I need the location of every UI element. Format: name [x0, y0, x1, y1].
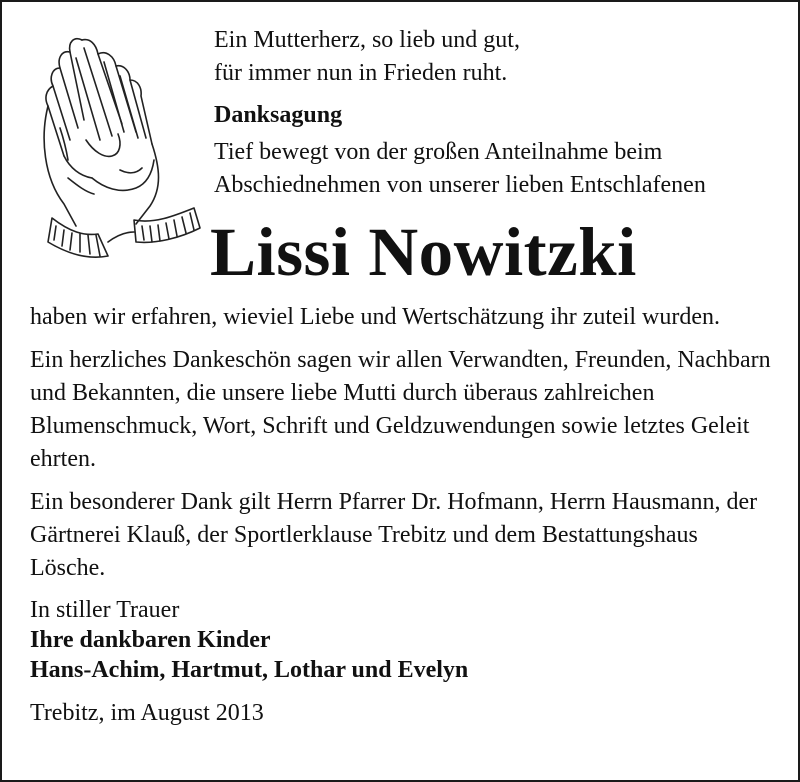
lead-line: Abschiednehmen von unserer lieben Entschlafenen: [214, 172, 706, 198]
deceased-name: Lissi Nowitzki: [210, 214, 637, 290]
body-paragraph: haben wir erfahren, wieviel Liebe und Wertschätzung ihr zuteil wurden.: [30, 304, 721, 330]
verse-line: Ein Mutterherz, so lieb und gut,: [214, 27, 520, 53]
family-line: Ihre dankbaren Kinder: [30, 627, 271, 653]
body-paragraph: Ein besonderer Dank gilt Herrn Pfarrer Dr. Hofmann, Herrn Hausmann, der Gärtnerei Klauß, der Sportlerklause Trebitz und dem Bestattungshaus Lösche.: [30, 489, 758, 581]
place-date: Trebitz, im August 2013: [30, 700, 264, 726]
praying-hands-icon: [24, 28, 204, 262]
signoff: [30, 595, 775, 685]
mourning-line: In stiller Trauer: [30, 597, 180, 623]
body-paragraph: Ein herzliches Dankeschön sagen wir allen Verwandten, Freunden, Nachbarn und Bekannten, die unsere liebe Mutti durch überaus zahlreichen Blumenschmuck, Wort, Schrift und Geldzuwendungen sowie letztes Geleit ehrten.: [30, 347, 771, 472]
verse-line: für immer nun in Frieden ruht.: [214, 60, 508, 86]
intro-block: [214, 24, 789, 202]
names-line: Hans-Achim, Hartmut, Lothar und Evelyn: [30, 657, 469, 683]
notice-heading: Danksagung: [214, 102, 343, 128]
lead-line: Tief bewegt von der großen Anteilnahme beim: [214, 139, 663, 165]
notice-body: [30, 301, 775, 730]
